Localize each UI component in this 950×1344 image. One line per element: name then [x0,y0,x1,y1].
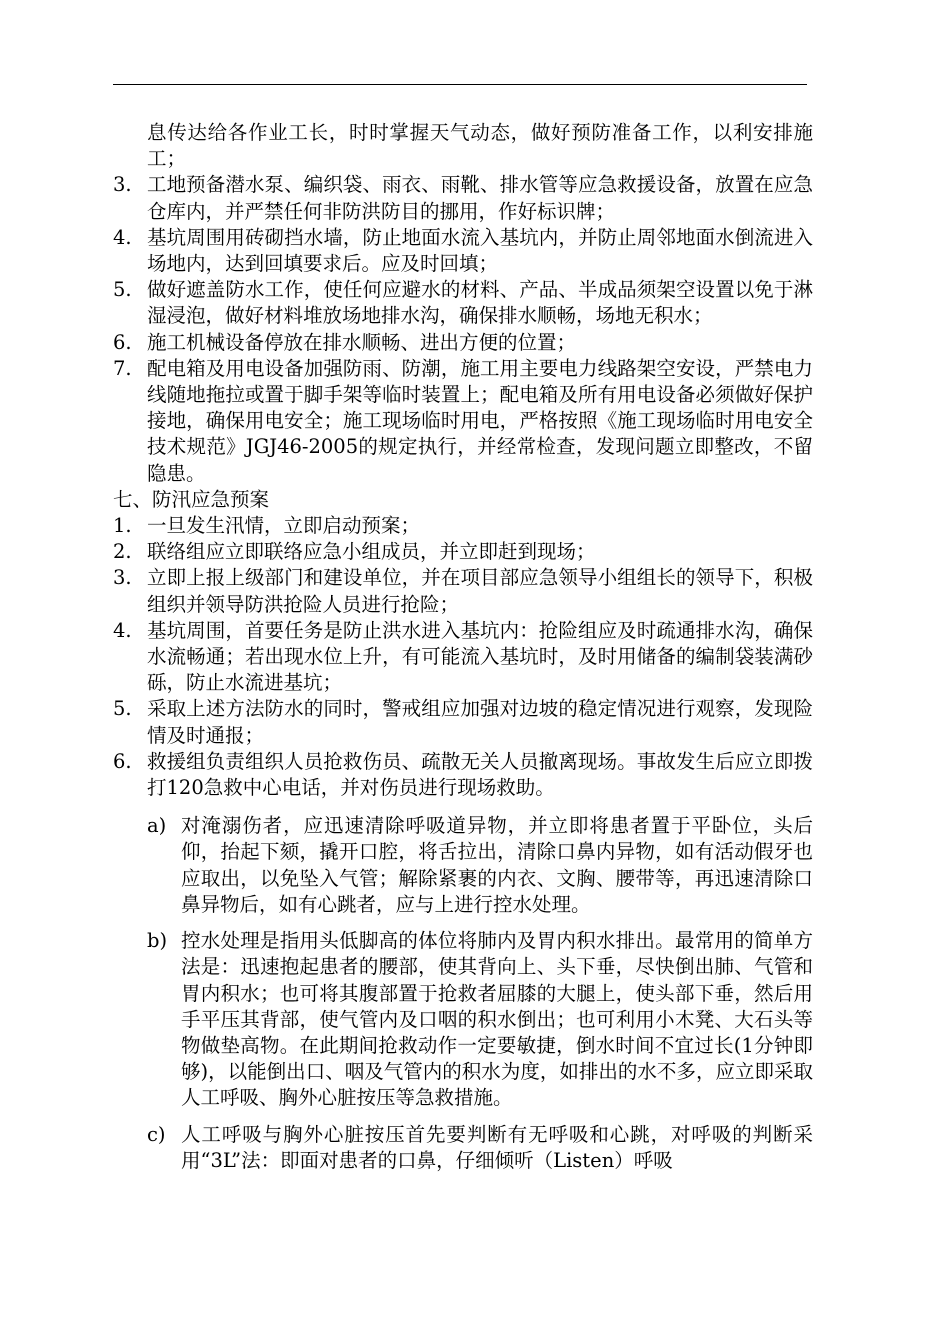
list-text: 救援组负责组织人员抢救伤员、疏散无关人员撤离现场。事故发生后应立即拨打120急救中心电话，并对伤员进行现场救助。 [147,749,813,800]
list-number: 7. [113,356,132,380]
list-number: 3. [113,566,132,590]
list-item [113,513,813,539]
list-number: 6. [113,330,132,354]
list-number: 4. [113,618,132,642]
sublist-letter: a) [147,814,167,838]
list-number: 2. [113,540,132,564]
sublist-letter: c) [147,1122,166,1146]
list-number: 4. [113,225,132,249]
list-number: 1. [113,514,132,538]
list-item [113,565,813,617]
section-heading: 七、防汛应急预案 [113,487,270,511]
list-text: 立即上报上级部门和建设单位，并在项目部应急领导小组组长的领导下，积极组织并领导防洪抢险人员进行抢险； [147,566,813,616]
list-text: 施工机械设备停放在排水顺畅、进出方便的位置； [147,330,577,354]
list-item [113,277,813,329]
list-item [113,618,813,697]
header-rule [113,84,807,85]
list-text: 基坑周围用砖砌挡水墙，防止地面水流入基坑内，并防止周邻地面水倒流进入场地内，达到回填要求后。应及时回填； [147,225,813,276]
list-item [113,696,813,748]
sublist-text: 人工呼吸与胸外心脏按压首先要判断有无呼吸和心跳，对呼吸的判断采用“3L”法：即面对患者的口鼻，仔细倾听（Listen）呼吸 [181,1122,813,1172]
list-item [113,172,813,224]
sublist-text: 控水处理是指用头低脚高的体位将肺内及胃内积水排出。最常用的简单方法是：迅速抱起患者的腰部，使其背向上、头下垂，尽快倒出肺、气管和胃内积水；也可将其腹部置于抢救者屈膝的大腿上，使头部下垂，然后用手平压其背部，使气管内及口咽的积水倒出；也可利用小木凳、大石头等物做垫高物。在此期间抢救动作一定要敏捷，倒水时间不宜过长(1分钟即够)，以能倒出口、咽及气管内的积水为度，如排出的水不多，应立即采取人工呼吸、胸外心脏按压等急救措施。 [181,929,813,1110]
list-item [113,539,813,565]
sublist-item [147,1122,813,1174]
precaution-list [113,172,813,486]
list-text: 配电箱及用电设备加强防雨、防潮，施工用主要电力线路架空安设，严禁电力线随地拖拉或置于脚手架等临时装置上；配电箱及所有用电设备必须做好保护接地，确保用电安全；施工现场临时用电，严格按照《施工现场临时用电安全技术规范》JGJ46-2005的规定执行，并经常检查，发现问题立即整改，不留隐患。 [147,356,813,485]
list-number: 3. [113,173,132,197]
list-item [113,330,813,356]
sublist-item [147,813,813,918]
rescue-sublist [113,813,813,1174]
list-item [113,749,813,801]
list-text: 基坑周围，首要任务是防止洪水进入基坑内：抢险组应及时疏通排水沟，确保水流畅通；若出现水位上升，有可能流入基坑时，及时用储备的编制袋装满砂砾，防止水流进基坑； [147,618,813,695]
list-text: 做好遮盖防水工作，使任何应避水的材料、产品、半成品须架空设置以免于淋湿浸泡，做好材料堆放场地排水沟，确保排水顺畅，场地无积水； [147,278,813,328]
list-text: 采取上述方法防水的同时，警戒组应加强对边坡的稳定情况进行观察，发现险情及时通报； [147,697,813,747]
sublist-letter: b) [147,929,168,953]
list-item [113,356,813,487]
list-number: 5. [113,697,132,721]
list-text: 联络组应立即联络应急小组成员，并立即赶到现场； [147,540,596,564]
continued-paragraph: 息传达给各作业工长，时时掌握天气动态，做好预防准备工作，以利安排施工； [147,121,813,171]
sublist-text: 对淹溺伤者，应迅速清除呼吸道异物，并立即将患者置于平卧位，头后仰，抬起下颏，撬开口腔，将舌拉出，清除口鼻内异物，如有活动假牙也应取出，以免坠入气管；解除紧裹的内衣、文胸、腰带等，再迅速清除口鼻异物后，如有心跳者，应与上进行控水处理。 [181,814,813,916]
document-body [113,120,813,1174]
list-text: 工地预备潜水泵、编织袋、雨衣、雨靴、排水管等应急救援设备，放置在应急仓库内，并严禁任何非防洪防目的挪用，作好标识牌； [147,173,813,223]
list-number: 6. [113,749,132,773]
emergency-plan-list [113,513,813,801]
list-number: 5. [113,278,132,302]
list-item [113,225,813,277]
sublist-item [147,928,813,1111]
list-text: 一旦发生汛情，立即启动预案； [147,514,421,538]
